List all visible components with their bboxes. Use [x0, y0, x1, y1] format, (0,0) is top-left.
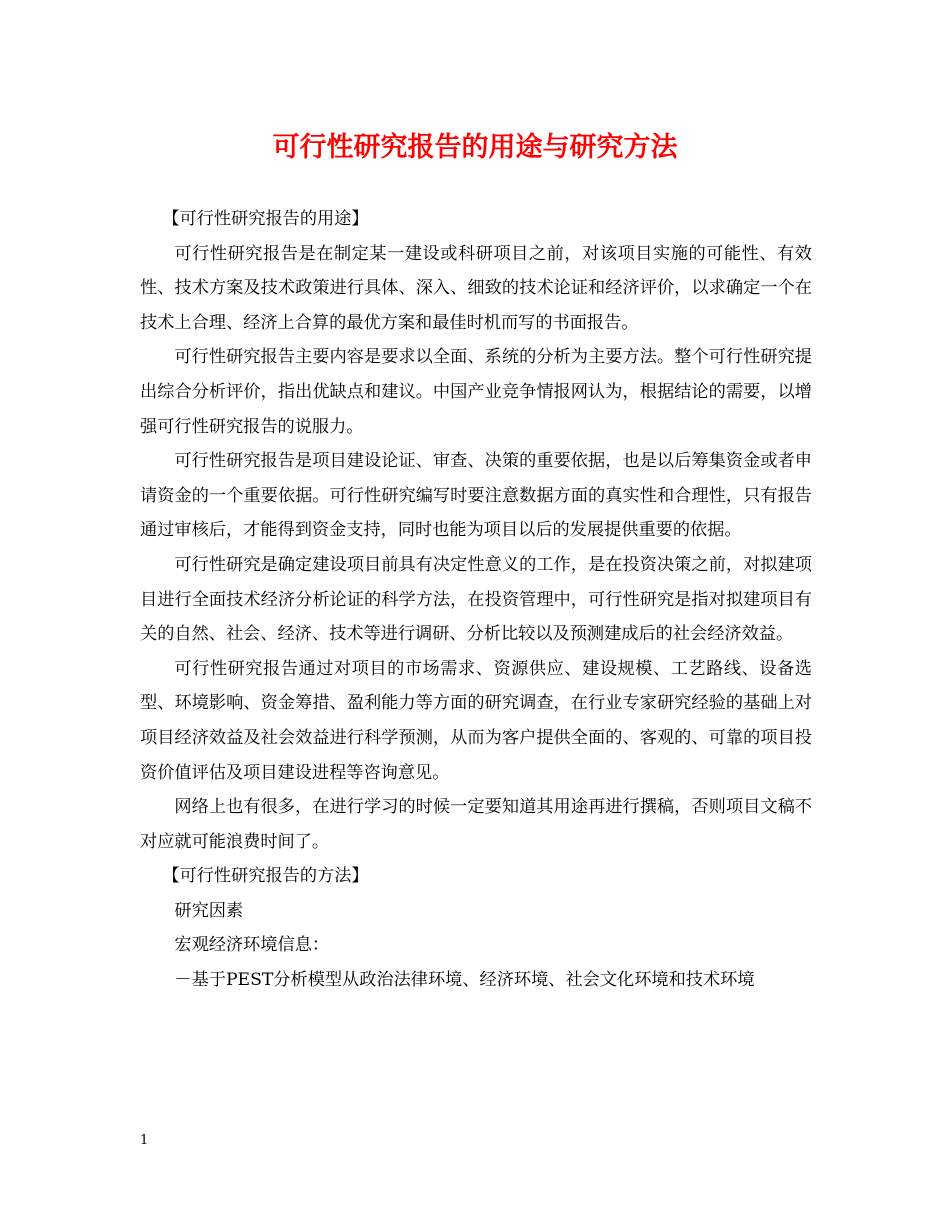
paragraph-macro-environment: 宏观经济环境信息： — [174, 935, 330, 956]
section-heading-purpose: 【可行性研究报告的用途】 — [162, 209, 369, 229]
paragraph-decision: 可行性研究是确定建设项目前具有决定性意义的工作，是在投资决策之前，对拟建项目进行全面技术经济分析论证的科学方法，在投资管理中，可行性研究是指对拟建项目有关的自然、社会、经济、技术等进行调研、分析比较以及预测建成后的社会经济效益。 — [140, 554, 812, 645]
paragraph-basis: 可行性研究报告是项目建设论证、审查、决策的重要依据，也是以后筹集资金或者申请资金的一个重要依据。可行性研究编写时要注意数据方面的真实性和合理性，只有报告通过审核后，才能得到资金支持，同时也能为项目以后的发展提供重要的依据。 — [140, 451, 812, 541]
paragraph-network-note: 网络上也有很多，在进行学习的时候一定要知道其用途再进行撰稿，否则项目文稿不对应就可能浪费时间了。 — [140, 797, 812, 852]
document-title: 可行性研究报告的用途与研究方法 — [272, 132, 678, 163]
section-heading-methods: 【可行性研究报告的方法】 — [162, 866, 369, 887]
paragraph-research-factors: 研究因素 — [174, 900, 244, 921]
paragraph-pest-analysis: －基于PEST分析模型从政治法律环境、经济环境、社会文化环境和技术环境 — [174, 970, 755, 991]
paragraph-definition: 可行性研究报告是在制定某一建设或科研项目之前，对该项目实施的可能性、有效性、技术方案及技术政策进行具体、深入、细致的技术论证和经济评价，以求确定一个在技术上合理、经济上合算的最优方案和最佳时机而写的书面报告。 — [140, 243, 812, 333]
page-number: 1 — [140, 1133, 149, 1148]
document-body — [140, 202, 812, 998]
paragraph-research-survey: 可行性研究报告通过对项目的市场需求、资源供应、建设规模、工艺路线、设备选型、环境影响、资金筹措、盈利能力等方面的研究调查，在行业专家研究经验的基础上对项目经济效益及社会效益进行科学预测，从而为客户提供全面的、客观的、可靠的项目投资价值评估及项目建设进程等咨询意见。 — [140, 658, 812, 783]
paragraph-main-content: 可行性研究报告主要内容是要求以全面、系统的分析为主要方法。整个可行性研究提出综合分析评价，指出优缺点和建议。中国产业竞争情报网认为，根据结论的需要，以增强可行性研究报告的说服力。 — [140, 347, 812, 437]
